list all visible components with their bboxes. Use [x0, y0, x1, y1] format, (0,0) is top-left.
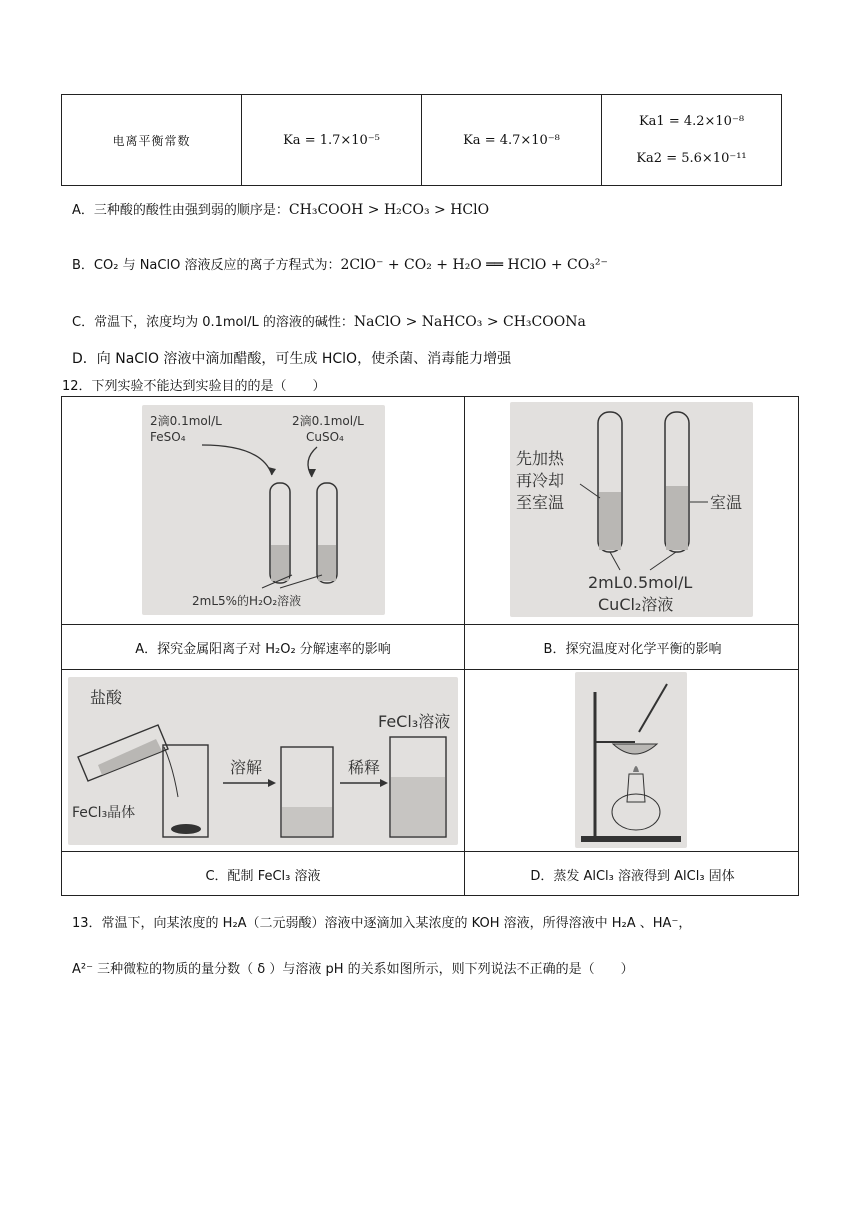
figure-b-left-label-2: 再冷却 — [516, 471, 565, 490]
ionization-constant-table — [61, 94, 782, 186]
figure-c-solution-label: FeCl₃溶液 — [378, 712, 451, 731]
figure-b-left-label-1: 先加热 — [516, 449, 565, 468]
hclo-ka-cell: Ka = 4.7×10⁻⁸ — [422, 95, 602, 185]
question-12-stem: 12．下列实验不能达到实验目的的是（ ） — [62, 379, 326, 394]
caption-a: A．探究金属阳离子对 H₂O₂ 分解速率的影响 — [135, 641, 391, 657]
caption-b: B．探究温度对化学平衡的影响 — [543, 641, 722, 657]
h2co3-ka-cell — [602, 95, 781, 185]
figure-c — [68, 677, 458, 845]
caption-c: C．配制 FeCl₃ 溶液 — [205, 868, 321, 884]
option-a: A．三种酸的酸性由强到弱的顺序是：CH₃COOH > H₂CO₃ > HClO — [72, 202, 490, 218]
figure-c-acid-label: 盐酸 — [90, 688, 123, 707]
option-b: B．CO₂ 与 NaClO 溶液反应的离子方程式为：2ClO⁻ + CO₂ + H₂O ══ HClO + CO₃²⁻ — [72, 257, 608, 273]
question-13-line-2: A²⁻ 三种微粒的物质的量分数（ δ ）与溶液 pH 的关系如图所示，则下列说法不正确的是（ ） — [72, 962, 634, 977]
option-c: C．常温下，浓度均为 0.1mol/L 的溶液的碱性：NaClO > NaHCO₃ > CH₃COONa — [72, 314, 586, 330]
h2co3-ka1: Ka1 = 4.2×10⁻⁸ — [638, 114, 745, 129]
figure-a-bottom-label: 2mL5%的H₂O₂溶液 — [192, 594, 302, 608]
figure-b-bottom-label-2: CuCl₂溶液 — [598, 595, 674, 614]
caption-d: D．蒸发 AlCl₃ 溶液得到 AlCl₃ 固体 — [530, 868, 735, 884]
figure-b-left-label-3: 至室温 — [516, 493, 565, 512]
option-d: D．向 NaClO 溶液中滴加醋酸，可生成 HClO，使杀菌、消毒能力增强 — [72, 351, 512, 367]
figure-d — [575, 672, 687, 848]
question-13-line-1: 13．常温下，向某浓度的 H₂A（二元弱酸）溶液中逐滴加入某浓度的 KOH 溶液，所得溶液中 H₂A 、HA⁻， — [72, 916, 692, 931]
figure-c-dissolve-label: 溶解 — [230, 758, 263, 777]
figure-b-bottom-label-1: 2mL0.5mol/L — [588, 573, 693, 592]
figure-a-right-label-1: 2滴0.1mol/L — [292, 414, 364, 428]
figure-a-left-label-2: FeSO₄ — [150, 430, 186, 444]
figure-a — [142, 405, 385, 615]
h2co3-ka2: Ka2 = 5.6×10⁻¹¹ — [636, 151, 747, 166]
experiment-table — [61, 396, 799, 896]
figure-a-right-label-2: CuSO₄ — [306, 430, 344, 444]
figure-a-left-label-1: 2滴0.1mol/L — [150, 414, 222, 428]
figure-b — [510, 402, 753, 617]
ch3cooh-ka-cell: Ka = 1.7×10⁻⁵ — [242, 95, 422, 185]
table-header-cell: 电离平衡常数 — [62, 95, 242, 185]
figure-c-crystal-label: FeCl₃晶体 — [72, 805, 136, 821]
figure-c-dilute-label: 稀释 — [348, 758, 381, 777]
figure-b-right-label: 室温 — [710, 493, 743, 512]
